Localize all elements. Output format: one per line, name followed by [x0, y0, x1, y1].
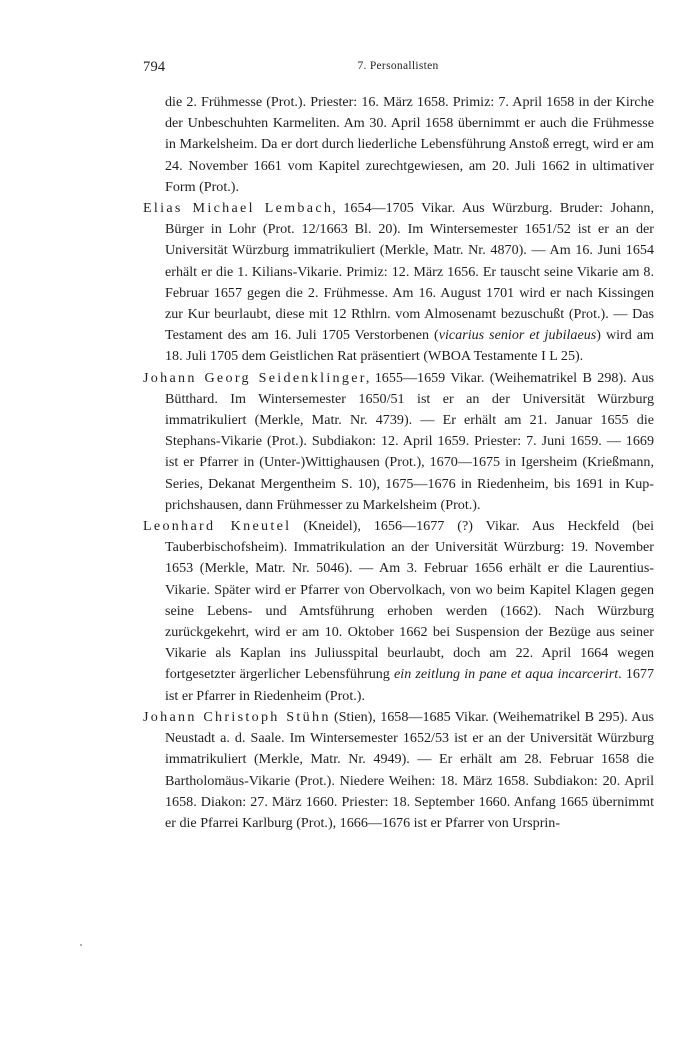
entry-text: , 1655—1659 Vikar. (Weihematrikel B 298). Aus Bütthard. Im Wintersemester 1650/51 ist er an der Universität Würzburg immatrikuliert (Merkle, Matr. Nr. 4739). — Er erhält am 21. Januar 1655 die Stephans-Vikarie (Prot.). Subdiakon: 12. April 1659. Priester: 7. Juni 1659. — 1669 ist er Pfarrer in (Unter-)Wittighausen (Prot.), 1670—1675 in Igersheim (Krießmann, Series, Dekanat Mergentheim S. 10), 1675—1676 in Riedenheim, bis 1691 in Kupprichshausen, dann Frühmesser zu Markelsheim (Prot.).: [165, 369, 655, 513]
entry-stuehn: [143, 707, 654, 834]
text-body: [143, 92, 654, 834]
running-head: 7. Personallisten: [357, 60, 439, 72]
entry-lembach: [143, 198, 654, 368]
entry-continuation: [143, 92, 654, 198]
entry-name: Johann Georg Seidenklinger: [143, 369, 367, 386]
entry-name: Leonhard Kneutel: [143, 518, 292, 535]
entry-name: Elias Michael Lembach: [143, 200, 334, 217]
entry-kneutel: [143, 516, 654, 707]
page-header: [143, 59, 653, 79]
entry-italic-latin: ein zeitlung in pane et aqua incarcerirt: [394, 666, 619, 683]
entry-text: (Kneidel), 1656—1677 (?) Vikar. Aus Heckfeld (bei Tauberbischofsheim). Immatrikulation an der Universität Würzburg: 19. November 1653 (Merkle, Matr. Nr. 5046). — Am 3. Februar 1656 erhält er die Laurentius-Vikarie. Später wird er Pfarrer von Obervolkach, von wo beim Kapitel Klagen gegen seine Lebens- und Amtsführung erhoben werden (1662). Nach Würzburg zurückgekehrt, wird er am 10. Oktober 1662 bei Suspension der Bezüge aus seiner Vikarie als Kaplan ins Juliusspital beurlaubt, doch am 22. April 1664 wegen fortgesetzter ärgerlicher Lebensführung: [165, 518, 654, 683]
entry-italic-latin: vicarius senior et jubilaeus: [438, 327, 597, 344]
entry-text: . 1677 ist er Pfarrer in Riedenheim (Prot.).: [165, 666, 655, 704]
entry-name: Johann Christoph Stühn: [143, 708, 331, 725]
page-number: 794: [143, 59, 166, 75]
entry-text: die 2. Frühmesse (Prot.). Priester: 16. März 1658. Primiz: 7. April 1658 in der Kirche der Unbeschuhten Karmeliten. Am 30. April 1658 übernimmt er auch die Frühmesse in Markelsheim. Da er dort durch liederliche Lebensführung Anstoß erregt, wird er am 24. November 1661 vom Kapitel zurechtgewiesen, am 20. Juli 1662 in ultimativer Form (Prot.).: [165, 94, 654, 195]
entry-seidenklinger: [143, 368, 654, 516]
scan-speck: [80, 944, 82, 946]
entry-text: ) wird am 18. Juli 1705 dem Geistlichen Rat präsentiert (WBOA Testamente I L 25).: [165, 327, 655, 365]
entry-text: , 1654—1705 Vikar. Aus Würzburg. Bruder: Johann, Bürger in Lohr (Prot. 12/1663 Bl. 20). Im Wintersemester 1651/52 ist er an der Universität Würzburg immatrikuliert (Merkle, Matr. Nr. 4870). — Am 16. Juni 1654 erhält er die 1. Kilians-Vikarie. Primiz: 12. März 1656. Er tauscht seine Vikarie am 8. Februar 1657 gegen die 2. Frühmesse. Am 16. August 1701 wird er nach Kissingen zur Kur beurlaubt, diese mit 12 Rthlrn. vom Almosenamt bezuschußt (Prot.). — Das Testament des am 16. Juli 1705 Verstorbenen (: [165, 200, 655, 344]
entry-text: (Stien), 1658—1685 Vikar. (Weihematrikel B 295). Aus Neustadt a. d. Saale. Im Wintersemester 1652/53 ist er an der Universität Würzburg immatrikuliert (Merkle, Matr. Nr. 4949). — Er erhält am 28. Februar 1658 die Bartholomäus-Vikarie (Prot.). Niedere Weihen: 18. März 1658. Subdiakon: 20. April 1658. Diakon: 27. März 1660. Priester: 18. September 1660. Anfang 1665 übernimmt er die Pfarrei Karlburg (Prot.), 1666—1676 ist er Pfarrer von Ursprin-: [165, 708, 654, 831]
